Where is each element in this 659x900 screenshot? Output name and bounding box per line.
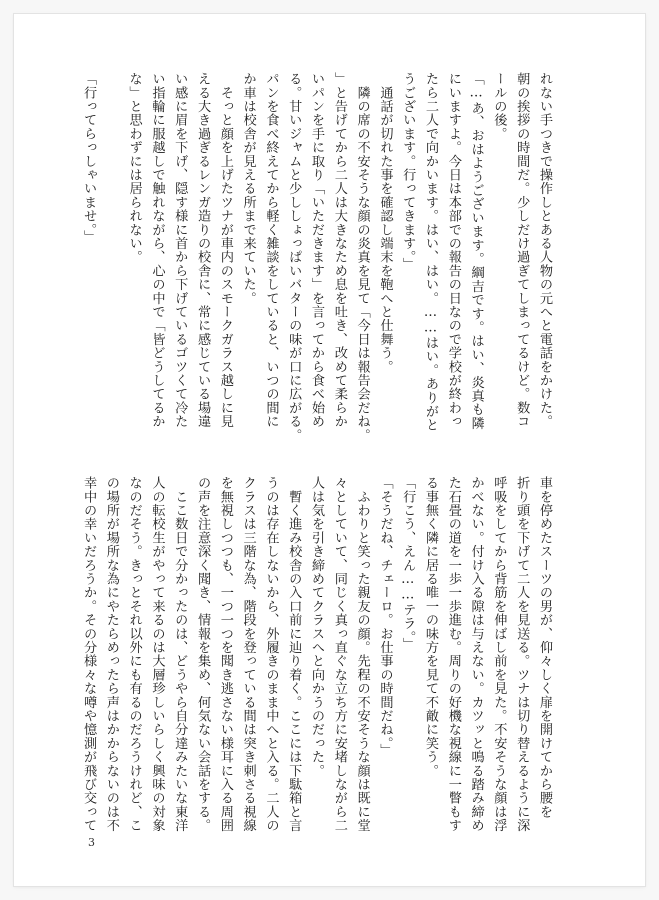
bottom-line: ここ数日で分かったのは、どうやら自分達みたいな東洋: [172, 476, 188, 833]
bottom-line: 呼吸をしてから背筋を伸ばし前を見た。不安そうな顔は浮: [491, 476, 507, 833]
top-line: れない手つきで操作しとある人物の元へと電話をかけた。: [537, 72, 552, 429]
bottom-line: る事無く隣に居る唯一の味方を見て不敵に笑う。: [423, 476, 439, 778]
bottom-line: 「そうだね、チェーロ。お仕事の時間だね。」: [377, 476, 393, 758]
bottom-line: を無視しつつも、一つ一つを聞き逃さない様耳に入る周囲: [217, 476, 233, 833]
top-line: 通話が切れた事を確認し端末を鞄へと仕舞う。: [377, 72, 393, 374]
top-line: 「行ってらっしゃいませ。」: [81, 72, 97, 244]
bottom-line: 暫く進み校舎の入口前に辿り着く。ここには下駄箱と言: [286, 476, 302, 833]
top-line: える大き過ぎるレンガ造りの校舎に、常に感じている場違: [195, 72, 211, 429]
top-line: ールの後。: [491, 72, 507, 141]
page-number: 3: [88, 836, 95, 849]
bottom-line: 人の転校生がやって来るのは大層珍しいらしく興味の対象: [149, 476, 165, 833]
bottom-line: 車を停めたスーツの男が、仰々しく扉を開けてから腰を: [537, 476, 552, 819]
top-line: [99, 72, 122, 412]
bottom-line: 「行こう、えん……テラ。」: [400, 476, 416, 652]
top-line: にいますよ。今日は本部での報告の日なので学校が終わっ: [445, 72, 461, 429]
top-line: パンを食べ終えてから軽く雑談をしていると、いつの間に: [263, 72, 279, 429]
bottom-line: ふわりと笑った親友の顔。先程の不安そうな顔は既に堂: [354, 476, 370, 833]
top-line: 「…あ、おはようございます。綱吉です。はい、炎真も隣: [468, 72, 484, 430]
top-line: な」と思わずには居られない。: [126, 72, 142, 264]
top-line: うございます。行ってきます。」: [400, 72, 416, 271]
top-line: い指輪に服越しで触れながら、心の中で「皆どうしてるか: [149, 72, 165, 429]
top-line: そっと顔を上げたツナが車内のスモークガラス越しに見: [217, 72, 233, 429]
top-line: たら二人で向かいます。はい、はい。……はい。ありがと: [423, 72, 439, 432]
bottom-line: 折り頭を下げて二人を見送る。ツナは切り替えるように深: [514, 476, 530, 833]
text-block-lower: [76, 476, 555, 833]
top-line: か車は校舎が見える所まで来ていた。: [240, 72, 256, 305]
bottom-line: かべない。付け入る隙は与えない。カツッと鳴る踏み締め: [468, 476, 484, 833]
bottom-line: うのは存在しないから、外履きのまま中へと入る。二人の: [263, 476, 279, 833]
bottom-line: の場所が場所な為にやたらめったら声はかからないのは不: [103, 476, 119, 833]
bottom-line: なのだそう。きっとそれ以外にも有るのだろうけれど、こ: [126, 476, 142, 833]
top-line: る。甘いジャムと少ししょっぱいバターの味が口に広がる。: [286, 72, 302, 442]
top-line: い感に眉を下げ、隠す様に首から下げているゴツくて冷た: [172, 72, 188, 429]
text-block-upper: [76, 72, 555, 442]
bottom-line: クラスは三階な為、階段を登っている間は突き刺さる視線: [240, 476, 256, 833]
bottom-line: 人は気を引き締めてクラスへと向かうのだった。: [309, 476, 325, 778]
book-page: [14, 14, 645, 886]
top-line: 」と告げてから二人は大きなため息を吐き、改めて柔らか: [331, 72, 347, 429]
bottom-line: 々としていて、同じく真っ直ぐな立ち方に安堵しながら二: [331, 476, 347, 833]
bottom-line: 幸中の幸いだろうか。その分様々な噂や憶測が飛び交って: [81, 476, 97, 833]
bottom-line: の声を注意深く聞き、情報を集め、何気ない会話をする。: [195, 476, 211, 833]
top-line: いパンを手に取り「いただきます」を言ってから食べ始め: [309, 72, 325, 429]
top-line: 隣の席の不安そうな顔の炎真を見て「今日は報告会だね。: [354, 72, 370, 442]
top-line: 朝の挨拶の時間だ。少しだけ過ぎてしまってるけど。数コ: [514, 72, 530, 429]
bottom-line: た石畳の道を一歩一歩進む。周りの好機な視線に一瞥もす: [445, 476, 461, 833]
